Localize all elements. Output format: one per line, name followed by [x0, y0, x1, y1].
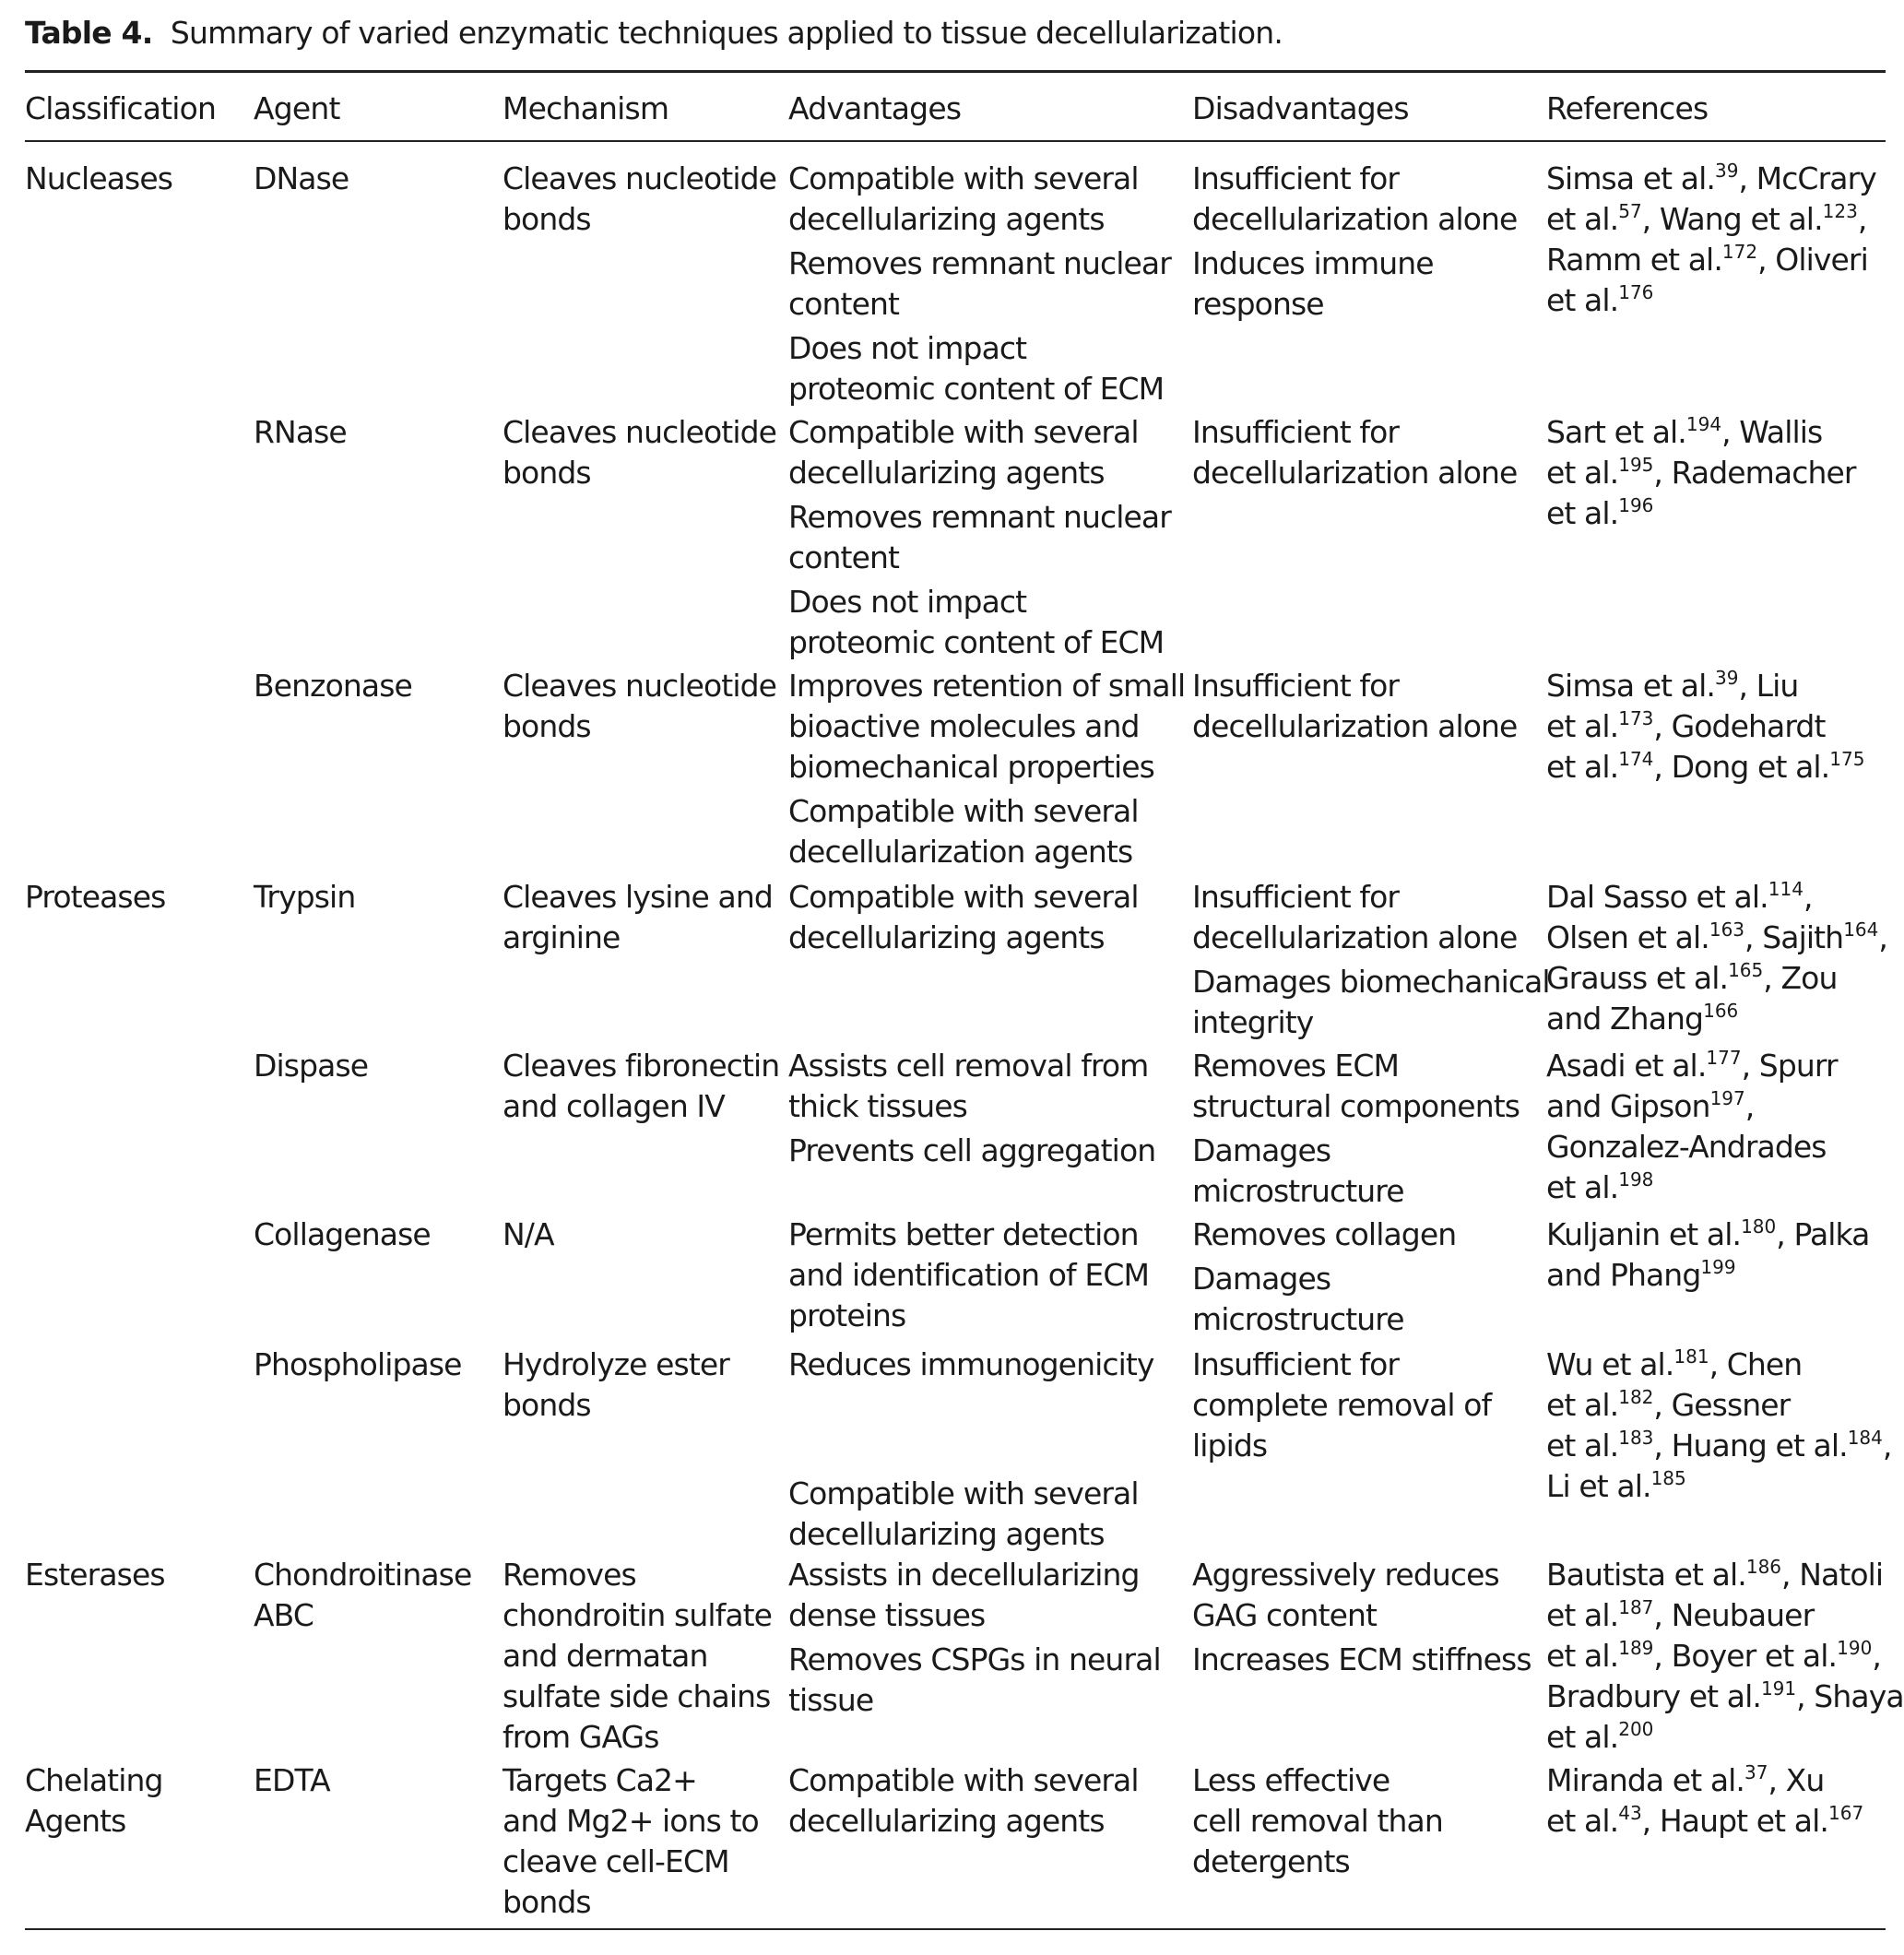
disadvantages-item-line: GAG content — [1192, 1597, 1378, 1633]
reference-number: 175 — [1829, 748, 1865, 770]
advantages-item-line: decellularizing agents — [788, 455, 1105, 491]
reference-number: 187 — [1618, 1596, 1654, 1618]
reference-text: Gonzalez-Andrades — [1546, 1129, 1827, 1165]
reference-text: , McCrary — [1738, 160, 1876, 196]
advantages-item-line: tissue — [788, 1682, 874, 1718]
reference-text: and Gipson — [1546, 1088, 1710, 1124]
reference-number: 195 — [1618, 454, 1654, 476]
reference-line — [1546, 877, 1887, 918]
disadvantages-item-line: decellularization alone — [1192, 455, 1518, 491]
reference-line — [1546, 1636, 1904, 1677]
agent-cell — [254, 159, 349, 199]
reference-text: , — [1803, 879, 1813, 915]
advantages-cell — [788, 1555, 1161, 1721]
table-caption-text: Summary of varied enzymatic techniques applied to tissue decellularization. — [170, 15, 1283, 51]
reference-number: 167 — [1828, 1802, 1864, 1824]
reference-text: , Chen — [1709, 1346, 1803, 1382]
reference-text: , — [1882, 1428, 1892, 1463]
reference-number: 184 — [1847, 1427, 1883, 1449]
header-disadvantages: Disadvantages — [1192, 90, 1409, 126]
reference-number: 182 — [1618, 1386, 1654, 1408]
cell-line: bonds — [503, 455, 591, 491]
disadvantages-cell — [1192, 412, 1517, 493]
reference-text: , Godehardt — [1653, 708, 1826, 744]
advantages-item-line: proteomic content of ECM — [788, 371, 1165, 407]
reference-number: 191 — [1760, 1677, 1797, 1700]
disadvantages-item-line: Less effective — [1192, 1762, 1390, 1798]
disadvantages-item-line: Aggressively reduces — [1192, 1557, 1499, 1593]
classification-cell — [25, 159, 172, 199]
cell-line: Collagenase — [254, 1216, 431, 1252]
reference-number: 57 — [1618, 200, 1642, 222]
advantages-item-line: Assists cell removal from — [788, 1048, 1149, 1084]
advantages-item-line: Permits better detection — [788, 1216, 1139, 1252]
disadvantages-cell — [1192, 1214, 1456, 1340]
cell-line: EDTA — [254, 1762, 330, 1798]
classification-cell — [25, 877, 165, 918]
advantages-item-line: decellularizing agents — [788, 919, 1105, 955]
reference-text: , Spurr — [1741, 1048, 1838, 1084]
reference-text: , Shaya — [1796, 1678, 1904, 1714]
cell-line: chondroitin sulfate — [503, 1597, 773, 1633]
reference-text: , Palka — [1776, 1216, 1870, 1252]
reference-text: , Neubauer — [1653, 1597, 1815, 1633]
mechanism-cell — [503, 1046, 779, 1127]
header-agent: Agent — [254, 90, 340, 126]
reference-number: 174 — [1618, 748, 1654, 770]
references-cell — [1546, 1046, 1838, 1208]
reference-number: 165 — [1728, 959, 1764, 981]
disadvantages-item-line: Damages biomechanical — [1192, 964, 1550, 1000]
reference-number: 43 — [1618, 1802, 1642, 1824]
cell-line: Cleaves fibronectin — [503, 1048, 780, 1084]
reference-number: 200 — [1618, 1718, 1654, 1740]
cell-line: Cleaves nucleotide — [503, 160, 777, 196]
disadvantages-item-line: Insufficient for — [1192, 668, 1400, 704]
disadvantages-item-line: Increases ECM stiffness — [1192, 1641, 1531, 1677]
advantages-item-line: decellularization agents — [788, 834, 1133, 870]
item-gap — [788, 1389, 1154, 1474]
reference-text: Simsa et al. — [1546, 668, 1715, 704]
reference-line — [1546, 1385, 1891, 1426]
reference-line — [1546, 1046, 1838, 1086]
cell-line: ABC — [254, 1597, 313, 1633]
mechanism-cell — [503, 877, 773, 958]
advantages-item-line: Removes CSPGs in neural — [788, 1641, 1161, 1677]
agent-cell — [254, 1555, 471, 1636]
reference-text: , Zou — [1763, 960, 1838, 996]
disadvantages-item-line: complete removal of — [1192, 1387, 1492, 1423]
reference-line — [1546, 1677, 1904, 1717]
agent-cell — [254, 1214, 431, 1255]
reference-number: 114 — [1768, 878, 1803, 900]
agent-cell — [254, 877, 355, 918]
disadvantages-item-line: lipids — [1192, 1428, 1268, 1463]
classification-cell — [25, 1760, 163, 1842]
reference-text: Kuljanin et al. — [1546, 1216, 1742, 1252]
advantages-item-line: proteins — [788, 1297, 906, 1333]
reference-number: 166 — [1703, 1000, 1739, 1022]
references-cell — [1546, 877, 1887, 1039]
cell-line: Chondroitinase — [254, 1557, 472, 1593]
cell-line: bonds — [503, 708, 591, 744]
disadvantages-item-line: microstructure — [1192, 1173, 1404, 1209]
advantages-item-line: dense tissues — [788, 1597, 986, 1633]
disadvantages-item-line: Removes collagen — [1192, 1216, 1457, 1252]
disadvantages-item-line: Induces immune — [1192, 245, 1434, 281]
reference-line — [1546, 1555, 1904, 1595]
advantages-item-line: decellularizing agents — [788, 1803, 1105, 1839]
reference-text: Asadi et al. — [1546, 1048, 1707, 1084]
reference-text: , Oliveri — [1757, 242, 1868, 278]
reference-text: , Wang et al. — [1641, 201, 1823, 237]
header-classification: Classification — [25, 90, 217, 126]
disadvantages-item-line: Insufficient for — [1192, 1346, 1400, 1382]
references-cell — [1546, 1555, 1904, 1758]
reference-number: 198 — [1618, 1168, 1654, 1191]
reference-text: , Haupt et al. — [1641, 1803, 1828, 1839]
reference-text: , Liu — [1738, 668, 1799, 704]
mechanism-cell — [503, 1555, 772, 1758]
cell-line: and dermatan — [503, 1638, 708, 1674]
reference-number: 183 — [1618, 1427, 1654, 1449]
advantages-item-line: and identification of ECM — [788, 1257, 1150, 1293]
advantages-item-line: bioactive molecules and — [788, 708, 1140, 744]
cell-line: sulfate side chains — [503, 1678, 771, 1714]
reference-line — [1546, 747, 1864, 788]
reference-text: , Sajith — [1744, 919, 1844, 955]
advantages-cell — [788, 1345, 1154, 1555]
disadvantages-cell — [1192, 1760, 1443, 1882]
mechanism-cell — [503, 1345, 729, 1426]
reference-line — [1546, 412, 1856, 453]
reference-line — [1546, 1255, 1870, 1296]
references-cell — [1546, 412, 1856, 534]
reference-line — [1546, 240, 1876, 280]
disadvantages-cell — [1192, 1046, 1520, 1212]
reference-text: et al. — [1546, 1428, 1619, 1463]
cell-line: Hydrolyze ester — [503, 1346, 729, 1382]
reference-text: , — [1744, 1088, 1755, 1124]
cell-line: Esterases — [25, 1557, 165, 1593]
reference-text: , Boyer et al. — [1653, 1638, 1838, 1674]
cell-line: Cleaves lysine and — [503, 879, 773, 915]
references-cell — [1546, 1214, 1870, 1296]
disadvantages-item-line: Insufficient for — [1192, 414, 1400, 450]
reference-line — [1546, 958, 1887, 999]
reference-text: et al. — [1546, 1719, 1619, 1755]
reference-text: et al. — [1546, 1638, 1619, 1674]
references-cell — [1546, 159, 1876, 321]
mechanism-cell — [503, 1760, 759, 1923]
reference-text: , Wallis — [1721, 414, 1823, 450]
reference-number: 186 — [1745, 1556, 1782, 1578]
top-rule — [25, 70, 1886, 73]
agent-cell — [254, 1046, 368, 1086]
cell-line: Dispase — [254, 1048, 369, 1084]
mechanism-cell — [503, 412, 776, 493]
cell-line: arginine — [503, 919, 621, 955]
advantages-item-line: content — [788, 286, 900, 322]
reference-text: , — [1878, 919, 1887, 955]
cell-line: N/A — [503, 1216, 554, 1252]
reference-number: 190 — [1837, 1637, 1873, 1659]
cell-line: Proteases — [25, 879, 166, 915]
advantages-item-line: Assists in decellularizing — [788, 1557, 1140, 1593]
reference-line — [1546, 1167, 1838, 1208]
advantages-item-line: decellularizing agents — [788, 201, 1105, 237]
cell-line: DNase — [254, 160, 349, 196]
reference-text: , — [1857, 201, 1867, 237]
disadvantages-item-line: Insufficient for — [1192, 160, 1400, 196]
table-label: Table 4. — [25, 15, 153, 51]
cell-line: bonds — [503, 201, 591, 237]
disadvantages-item-line: Removes ECM — [1192, 1048, 1400, 1084]
reference-line — [1546, 706, 1864, 747]
advantages-item-line: Compatible with several — [788, 160, 1139, 196]
cell-line: and Mg2+ ions to — [503, 1803, 759, 1839]
header-advantages: Advantages — [788, 90, 962, 126]
reference-number: 37 — [1744, 1761, 1768, 1783]
reference-text: , Gessner — [1653, 1387, 1791, 1423]
header-rule — [25, 140, 1886, 142]
disadvantages-item-line: Insufficient for — [1192, 879, 1400, 915]
reference-line — [1546, 1214, 1870, 1255]
disadvantages-item-line: decellularization alone — [1192, 708, 1518, 744]
advantages-item-line: Improves retention of small — [788, 668, 1186, 704]
reference-text: et al. — [1546, 455, 1619, 491]
reference-line — [1546, 918, 1887, 958]
reference-number: 185 — [1650, 1467, 1686, 1489]
reference-text: Sart et al. — [1546, 414, 1686, 450]
reference-line — [1546, 1466, 1891, 1507]
disadvantages-item-line: cell removal than — [1192, 1803, 1443, 1839]
reference-number: 39 — [1714, 160, 1739, 182]
disadvantages-item-line: decellularization alone — [1192, 201, 1518, 237]
advantages-item-line: Compatible with several — [788, 793, 1139, 829]
reference-number: 181 — [1673, 1345, 1709, 1368]
reference-line — [1546, 1760, 1863, 1801]
cell-line: Cleaves nucleotide — [503, 414, 777, 450]
reference-line — [1546, 1717, 1904, 1758]
bottom-rule — [25, 1928, 1886, 1930]
agent-cell — [254, 1760, 330, 1801]
cell-line: cleave cell-ECM — [503, 1843, 729, 1879]
agent-cell — [254, 412, 347, 453]
references-cell — [1546, 1760, 1863, 1842]
cell-line: Nucleases — [25, 160, 173, 196]
reference-text: et al. — [1546, 495, 1619, 531]
advantages-item-line: Compatible with several — [788, 414, 1139, 450]
reference-line — [1546, 1801, 1863, 1842]
reference-line — [1546, 666, 1864, 706]
cell-line: bonds — [503, 1387, 591, 1423]
cell-line: Cleaves nucleotide — [503, 668, 777, 704]
cell-line: from GAGs — [503, 1719, 659, 1755]
reference-text: , Natoli — [1781, 1557, 1884, 1593]
disadvantages-item-line: detergents — [1192, 1843, 1350, 1879]
reference-text: , Huang et al. — [1653, 1428, 1848, 1463]
reference-text: Miranda et al. — [1546, 1762, 1745, 1798]
advantages-item-line: Does not impact — [788, 330, 1027, 366]
table-caption — [25, 13, 1283, 53]
cell-line: Chelating — [25, 1762, 163, 1798]
reference-number: 39 — [1714, 667, 1739, 689]
advantages-item-line: Removes remnant nuclear — [788, 499, 1171, 535]
reference-text: and Phang — [1546, 1257, 1701, 1293]
reference-line — [1546, 1127, 1838, 1167]
reference-line — [1546, 199, 1876, 240]
cell-line: and collagen IV — [503, 1088, 725, 1124]
reference-text: et al. — [1546, 708, 1619, 744]
reference-text: Li et al. — [1546, 1468, 1651, 1504]
disadvantages-item-line: Damages — [1192, 1261, 1331, 1297]
cell-line: Benzonase — [254, 668, 412, 704]
reference-number: 176 — [1618, 281, 1654, 303]
disadvantages-item-line: structural components — [1192, 1088, 1520, 1124]
reference-number: 180 — [1741, 1215, 1777, 1238]
disadvantages-cell — [1192, 877, 1550, 1043]
reference-line — [1546, 1086, 1838, 1127]
disadvantages-item-line: integrity — [1192, 1004, 1314, 1040]
reference-line — [1546, 1595, 1904, 1636]
reference-line — [1546, 1426, 1891, 1466]
cell-line: Agents — [25, 1803, 126, 1839]
advantages-item-line: Compatible with several — [788, 1475, 1139, 1511]
cell-line: RNase — [254, 414, 347, 450]
reference-text: et al. — [1546, 201, 1619, 237]
reference-text: Olsen et al. — [1546, 919, 1709, 955]
reference-number: 123 — [1822, 200, 1858, 222]
reference-text: Bradbury et al. — [1546, 1678, 1761, 1714]
reference-number: 197 — [1709, 1087, 1745, 1109]
advantages-item-line: proteomic content of ECM — [788, 624, 1165, 660]
reference-number: 163 — [1709, 918, 1745, 941]
reference-text: Ramm et al. — [1546, 242, 1722, 278]
reference-line — [1546, 493, 1856, 534]
advantages-cell — [788, 666, 1185, 872]
reference-text: , Rademacher — [1653, 455, 1856, 491]
disadvantages-cell — [1192, 159, 1517, 325]
advantages-item-line: Compatible with several — [788, 1762, 1139, 1798]
reference-text: et al. — [1546, 1169, 1619, 1205]
reference-number: 172 — [1721, 241, 1758, 263]
references-cell — [1546, 1345, 1891, 1507]
disadvantages-cell — [1192, 666, 1517, 747]
advantages-item-line: content — [788, 539, 900, 575]
disadvantages-item-line: microstructure — [1192, 1301, 1404, 1337]
reference-number: 173 — [1618, 707, 1654, 729]
reference-number: 177 — [1706, 1047, 1742, 1069]
reference-text: and Zhang — [1546, 1001, 1704, 1037]
references-cell — [1546, 666, 1864, 788]
reference-text: Wu et al. — [1546, 1346, 1674, 1382]
reference-number: 189 — [1618, 1637, 1654, 1659]
advantages-item-line: Reduces immunogenicity — [788, 1346, 1154, 1382]
mechanism-cell — [503, 666, 776, 747]
cell-line: Trypsin — [254, 879, 356, 915]
classification-cell — [25, 1555, 165, 1595]
reference-text: et al. — [1546, 1387, 1619, 1423]
mechanism-cell — [503, 159, 776, 240]
advantages-cell — [788, 1046, 1155, 1171]
disadvantages-cell — [1192, 1345, 1491, 1466]
agent-cell — [254, 666, 412, 706]
cell-line: Removes — [503, 1557, 636, 1593]
cell-line: bonds — [503, 1884, 591, 1920]
advantages-item-line: biomechanical properties — [788, 749, 1154, 785]
cell-line: Phospholipase — [254, 1346, 462, 1382]
reference-text: et al. — [1546, 1597, 1619, 1633]
disadvantages-item-line: response — [1192, 286, 1324, 322]
advantages-cell — [788, 159, 1171, 409]
advantages-item-line: decellularizing agents — [788, 1516, 1105, 1552]
reference-text: , — [1872, 1638, 1881, 1674]
reference-line — [1546, 280, 1876, 321]
reference-number: 164 — [1843, 918, 1879, 941]
reference-text: Simsa et al. — [1546, 160, 1715, 196]
disadvantages-cell — [1192, 1555, 1531, 1680]
cell-line: Targets Ca2+ — [503, 1762, 697, 1798]
reference-number: 199 — [1700, 1256, 1736, 1278]
reference-text: Bautista et al. — [1546, 1557, 1746, 1593]
advantages-item-line: Removes remnant nuclear — [788, 245, 1171, 281]
reference-text: et al. — [1546, 749, 1619, 785]
reference-text: Dal Sasso et al. — [1546, 879, 1768, 915]
advantages-item-line: Prevents cell aggregation — [788, 1132, 1156, 1168]
advantages-cell — [788, 1214, 1149, 1336]
advantages-item-line: Does not impact — [788, 584, 1027, 620]
reference-line — [1546, 999, 1887, 1039]
advantages-item-line: Compatible with several — [788, 879, 1139, 915]
header-mechanism: Mechanism — [503, 90, 669, 126]
advantages-cell — [788, 1760, 1139, 1842]
reference-text: et al. — [1546, 282, 1619, 318]
agent-cell — [254, 1345, 462, 1385]
advantages-item-line: thick tissues — [788, 1088, 967, 1124]
header-references: References — [1546, 90, 1709, 126]
reference-number: 194 — [1685, 413, 1722, 435]
reference-number: 196 — [1618, 494, 1654, 516]
advantages-cell — [788, 877, 1139, 958]
disadvantages-item-line: Damages — [1192, 1132, 1331, 1168]
reference-text: et al. — [1546, 1803, 1619, 1839]
reference-text: , Dong et al. — [1653, 749, 1830, 785]
advantages-cell — [788, 412, 1171, 663]
mechanism-cell — [503, 1214, 554, 1255]
reference-text: , Xu — [1768, 1762, 1825, 1798]
reference-line — [1546, 1345, 1891, 1385]
reference-line — [1546, 159, 1876, 199]
reference-text: Grauss et al. — [1546, 960, 1729, 996]
reference-line — [1546, 453, 1856, 493]
disadvantages-item-line: decellularization alone — [1192, 919, 1518, 955]
